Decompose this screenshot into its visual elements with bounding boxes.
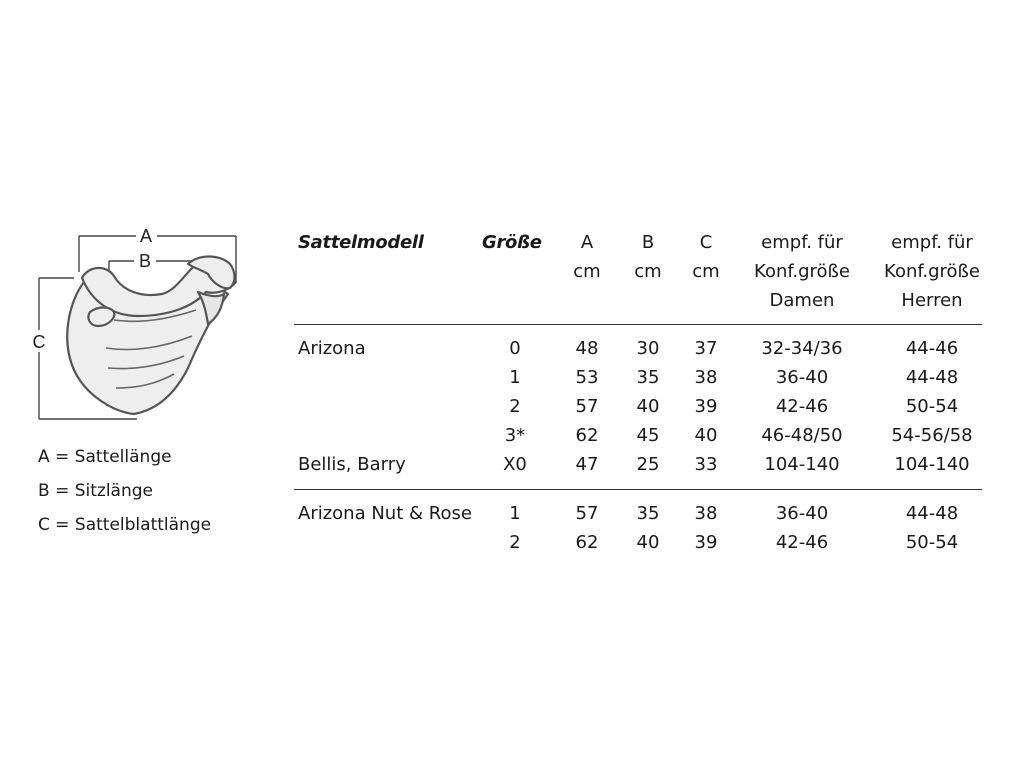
- cell-c: 40: [694, 425, 718, 446]
- dimension-legend: [38, 440, 211, 542]
- cell-b: 35: [636, 503, 660, 524]
- header-women-line-3: Damen: [769, 290, 835, 311]
- legend-item-a: A = Sattellänge: [38, 447, 172, 467]
- cell-b: 40: [636, 532, 660, 553]
- header-women-line-2: Konf.größe: [754, 261, 850, 282]
- header-model: Sattelmodell: [298, 232, 424, 253]
- cell-men: 104-140: [894, 454, 970, 475]
- cell-women: 36-40: [775, 367, 829, 388]
- cell-men: 54-56/58: [891, 425, 973, 446]
- cell-size: 3*: [504, 425, 526, 446]
- cell-women: 42-46: [775, 532, 829, 553]
- cell-women: 46-48/50: [761, 425, 843, 446]
- header-men-line-1: empf. für: [891, 232, 973, 253]
- header-a-line-1: A: [580, 232, 594, 253]
- header-divider: [294, 324, 982, 325]
- header-men: [872, 228, 992, 315]
- saddle-diagram: [22, 220, 252, 430]
- cell-a: 62: [575, 425, 599, 446]
- cell-c: 38: [694, 503, 718, 524]
- cell-c: 33: [694, 454, 718, 475]
- cell-women: 36-40: [775, 503, 829, 524]
- cell-size: 1: [509, 503, 521, 524]
- header-men-line-2: Konf.größe: [884, 261, 980, 282]
- dimension-b-label: B: [138, 251, 152, 271]
- cell-size: X0: [503, 454, 527, 475]
- saddle-illustration: [67, 257, 236, 415]
- header-men-line-3: Herren: [901, 290, 963, 311]
- header-women: [742, 228, 862, 315]
- cell-a: 57: [575, 396, 599, 417]
- cell-c: 39: [694, 396, 718, 417]
- cell-men: 44-48: [905, 503, 959, 524]
- cell-a: 57: [575, 503, 599, 524]
- cell-model: Arizona: [298, 338, 366, 359]
- header-a-line-2: cm: [573, 261, 601, 282]
- dimension-a-label: A: [139, 226, 153, 246]
- cell-women: 104-140: [764, 454, 840, 475]
- header-c-line-1: C: [699, 232, 713, 253]
- cell-a: 48: [575, 338, 599, 359]
- header-b-line-1: B: [641, 232, 655, 253]
- cell-men: 50-54: [905, 396, 959, 417]
- cell-model: Arizona Nut & Rose: [298, 503, 472, 524]
- cell-b: 40: [636, 396, 660, 417]
- cell-a: 53: [575, 367, 599, 388]
- cell-men: 50-54: [905, 532, 959, 553]
- header-c: [685, 228, 727, 286]
- cell-men: 44-46: [905, 338, 959, 359]
- cell-a: 47: [575, 454, 599, 475]
- cell-size: 0: [509, 338, 521, 359]
- group-divider: [294, 489, 982, 490]
- header-size: Größe: [482, 232, 542, 253]
- cell-model: Bellis, Barry: [298, 454, 406, 475]
- cell-b: 45: [636, 425, 660, 446]
- cell-c: 38: [694, 367, 718, 388]
- dimension-c-label: C: [32, 332, 46, 352]
- header-a: [566, 228, 608, 286]
- cell-a: 62: [575, 532, 599, 553]
- header-c-line-2: cm: [692, 261, 720, 282]
- cell-c: 37: [694, 338, 718, 359]
- header-b-line-2: cm: [634, 261, 662, 282]
- legend-item-b: B = Sitzlänge: [38, 481, 153, 501]
- legend-item-c: C = Sattelblattlänge: [38, 515, 212, 535]
- cell-women: 42-46: [775, 396, 829, 417]
- cell-size: 1: [509, 367, 521, 388]
- cell-b: 30: [636, 338, 660, 359]
- cell-b: 35: [636, 367, 660, 388]
- cell-men: 44-48: [905, 367, 959, 388]
- cell-size: 2: [509, 532, 521, 553]
- header-women-line-1: empf. für: [761, 232, 843, 253]
- cell-b: 25: [636, 454, 660, 475]
- cell-women: 32-34/36: [761, 338, 843, 359]
- header-b: [627, 228, 669, 286]
- cell-size: 2: [509, 396, 521, 417]
- cell-c: 39: [694, 532, 718, 553]
